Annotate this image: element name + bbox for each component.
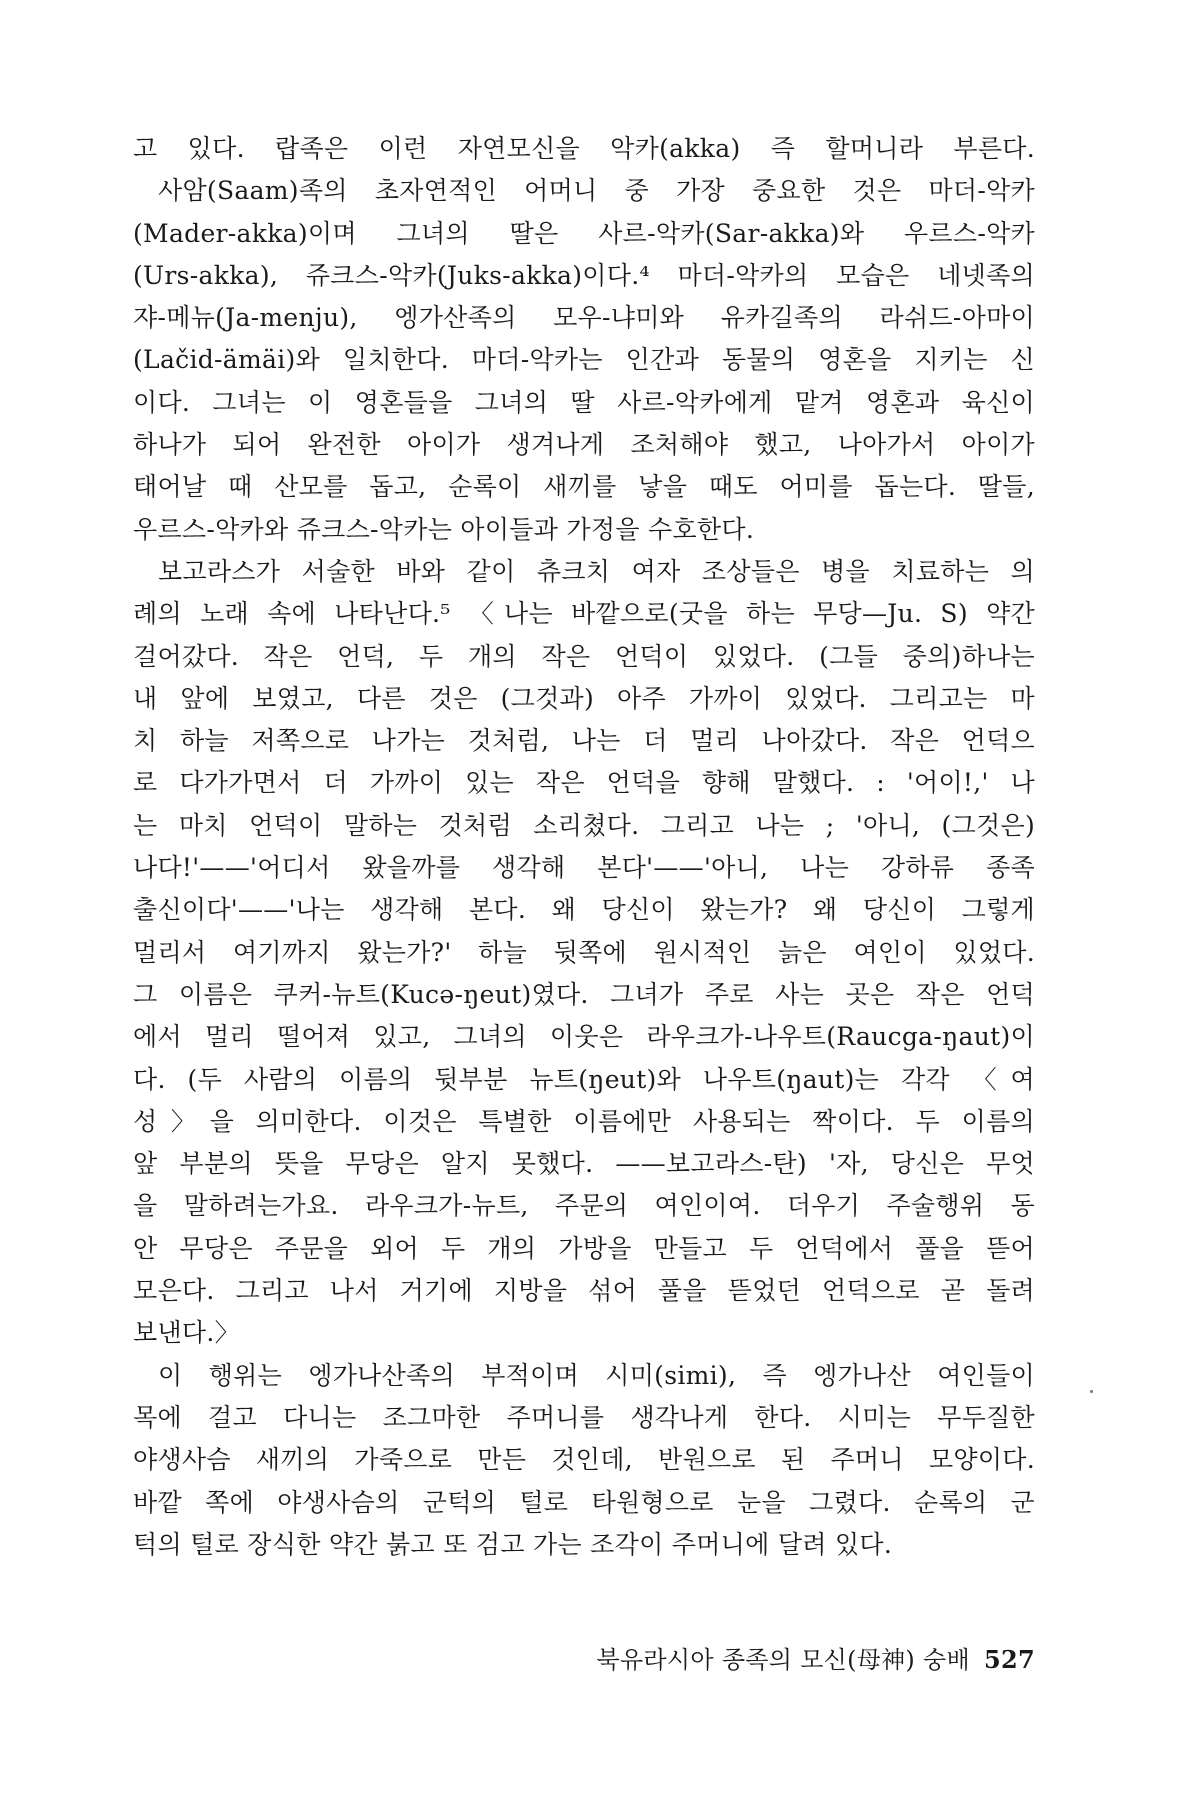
scan-speck [1090,1390,1093,1393]
text-line: (Lačid-ämäi)와 일치한다. 마더-악카는 인간과 동물의 영혼을 지키는 신 [133,345,1035,375]
text-line: 치 하늘 저쪽으로 나가는 것처럼, 나는 더 멀리 나아갔다. 작은 언덕으 [133,726,1035,756]
text-line: 목에 걸고 다니는 조그마한 주머니를 생각나게 한다. 시미는 무두질한 [133,1402,1035,1432]
text-line: 출신이다'——'나는 생각해 본다. 왜 당신이 왔는가? 왜 당신이 그렇게 [133,895,1035,925]
text-line: 바깥 쪽에 야생사슴의 군턱의 털로 타원형으로 눈을 그렸다. 순록의 군 [133,1487,1035,1517]
body-text [133,128,1035,1566]
text-line: 쟈-메뉴(Ja-menju), 엥가산족의 모우-냐미와 유카길족의 라쉬드-아마이 [133,303,1035,333]
text-line: 안 무당은 주문을 외어 두 개의 가방을 만들고 두 언덕에서 풀을 뜯어 [133,1233,1035,1263]
text-line: 걸어갔다. 작은 언덕, 두 개의 작은 언덕이 있었다. (그들 중의)하나는 [133,641,1035,671]
text-line: 례의 노래 속에 나타난다.⁵ 〈나는 바깥으로(굿을 하는 무당—Ju. S) 약간 [133,599,1035,629]
text-line: 하나가 되어 완전한 아이가 생겨나게 조처해야 했고, 나아가서 아이가 [133,430,1035,460]
text-line: (Mader-akka)이며 그녀의 딸은 사르-악카(Sar-akka)와 우르스-악카 [133,218,1035,248]
page-number: 527 [984,1645,1035,1674]
paragraph-start-line: 보고라스가 서술한 바와 같이 츄크치 여자 조상들은 병을 치료하는 의 [158,556,1035,586]
page-footer [133,1640,1035,1675]
text-line: 앞 부분의 뜻을 무당은 알지 못했다. ——보고라스-탄) '자, 당신은 무엇 [133,1149,1035,1179]
text-line: 로 다가가면서 더 가까이 있는 작은 언덕을 향해 말했다. : '어이!,' 나 [133,768,1035,798]
text-line: 에서 멀리 떨어져 있고, 그녀의 이웃은 라우크가-나우트(Raucga-ŋaut)이 [133,1022,1035,1052]
text-line: 야생사슴 새끼의 가죽으로 만든 것인데, 반원으로 된 주머니 모양이다. [133,1445,1035,1475]
text-line: 다. (두 사람의 이름의 뒷부분 뉴트(ŋeut)와 나우트(ŋaut)는 각각 〈여 [133,1064,1035,1094]
text-line: 내 앞에 보였고, 다른 것은 (그것과) 아주 가까이 있었다. 그리고는 마 [133,683,1035,713]
text-line: 모은다. 그리고 나서 거기에 지방을 섞어 풀을 뜯었던 언덕으로 곧 돌려 [133,1276,1035,1306]
text-line: 을 말하려는가요. 라우크가-뉴트, 주문의 여인이여. 더우기 주술행위 동 [133,1191,1035,1221]
text-line: 성〉을 의미한다. 이것은 특별한 이름에만 사용되는 짝이다. 두 이름의 [133,1106,1035,1136]
paragraph-end-line: 보낸다.〉 [133,1318,240,1348]
paragraph-end-line: 우르스-악카와 쥬크스-악카는 아이들과 가정을 수호한다. [133,514,755,544]
text-line: 턱의 털로 장식한 약간 붉고 또 검고 가는 조각이 주머니에 달려 있다. [133,1529,893,1559]
text-line: 그 이름은 쿠커-뉴트(Kucə-ŋeut)였다. 그녀가 주로 사는 곳은 작은 언덕 [133,979,1035,1009]
text-line: 나다!'——'어디서 왔을까를 생각해 본다'——'아니, 나는 강하류 종족 [133,853,1035,883]
text-line: (Urs-akka), 쥬크스-악카(Juks-akka)이다.⁴ 마더-악카의 모습은 네넷족의 [133,260,1035,290]
text-line: 태어날 때 산모를 돕고, 순록이 새끼를 낳을 때도 어미를 돕는다. 딸들, [133,472,1035,502]
text-line: 멀리서 여기까지 왔는가?' 하늘 뒷쪽에 원시적인 늙은 여인이 있었다. [133,937,1035,967]
paragraph-start-line: 이 행위는 엥가나산족의 부적이며 시미(simi), 즉 엥가나산 여인들이 [158,1360,1035,1390]
running-title: 북유라시아 종족의 모신(母神) 숭배 [596,1646,970,1674]
text-line: 고 있다. 랍족은 이런 자연모신을 악카(akka) 즉 할머니라 부른다. [133,134,1035,163]
paragraph-start-line: 사암(Saam)족의 초자연적인 어머니 중 가장 중요한 것은 마더-악카 [158,176,1035,206]
text-line: 는 마치 언덕이 말하는 것처럼 소리쳤다. 그리고 나는 ; '아니, (그것은) [133,810,1035,840]
text-line: 이다. 그녀는 이 영혼들을 그녀의 딸 사르-악카에게 맡겨 영혼과 육신이 [133,387,1035,417]
